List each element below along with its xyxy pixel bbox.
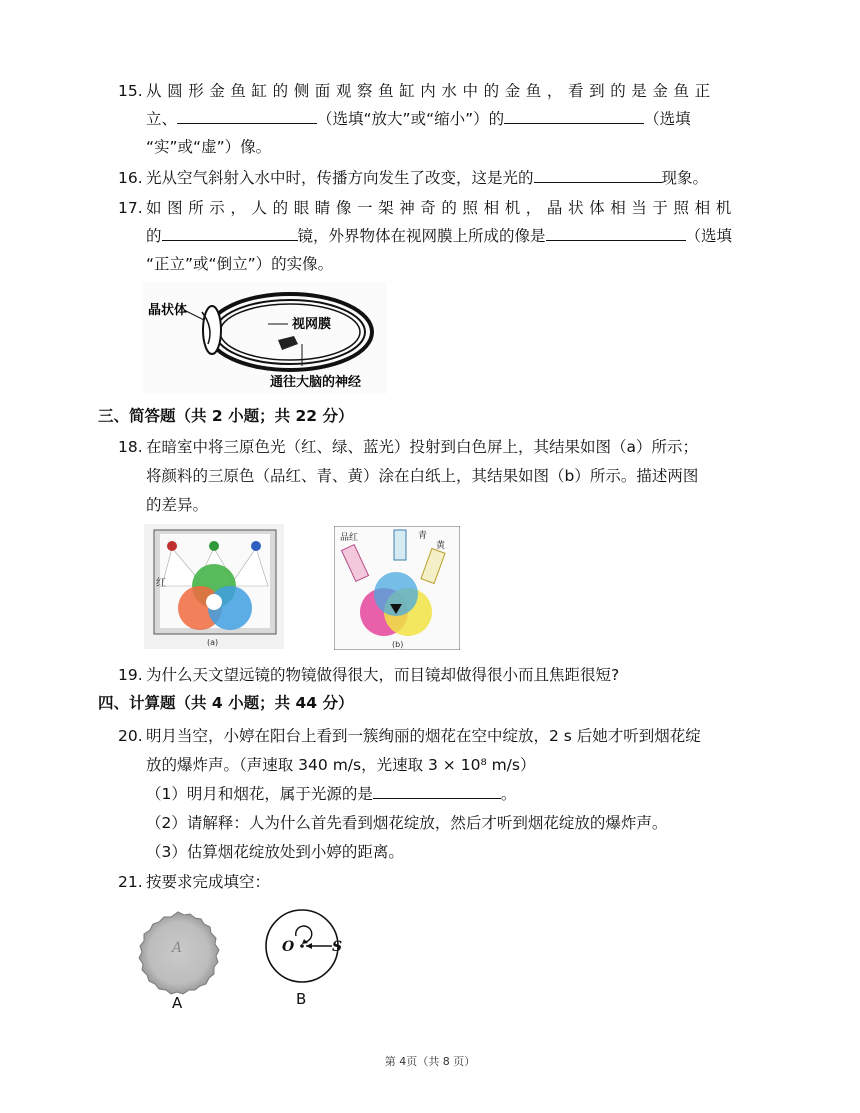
cyan-tube-icon bbox=[394, 530, 406, 560]
q17-line3: “正立”或“倒立”）的实像。 bbox=[146, 255, 334, 273]
q20-number: 20. bbox=[118, 727, 143, 745]
q15-line2-mid: （选填“放大”或“缩小”）的 bbox=[317, 110, 505, 128]
q20-line2: 放的爆炸声。（声速取 340 m/s，光速取 3 × 10⁸ m/s） bbox=[146, 756, 536, 774]
q18-line1: 在暗室中将三原色光（红、绿、蓝光）投射到白色屏上，其结果如图（a）所示； bbox=[146, 438, 699, 456]
q15-number: 15. bbox=[118, 82, 143, 100]
section3-heading: 三、简答题（共 2 小题；共 22 分） bbox=[98, 407, 354, 425]
q18-line2: 将颜料的三原色（品红、青、黄）涂在白纸上，其结果如图（b）所示。描述两图 bbox=[146, 467, 699, 485]
green-lamp-icon bbox=[209, 541, 219, 551]
blue-lamp-icon bbox=[251, 541, 261, 551]
q17-blank2[interactable] bbox=[546, 225, 686, 241]
q17-blank1[interactable] bbox=[162, 225, 298, 241]
q18-line3: 的差异。 bbox=[146, 496, 209, 514]
q16-number: 16. bbox=[118, 169, 143, 187]
q16-line bbox=[146, 167, 708, 189]
q15-blank2[interactable] bbox=[504, 108, 644, 124]
lens-shape bbox=[203, 306, 221, 354]
q19-number: 19. bbox=[118, 666, 143, 684]
fig-a-caption: (a) bbox=[207, 638, 219, 647]
figure-a-caption: A bbox=[172, 994, 183, 1012]
figure-a-inner-letter: A bbox=[172, 940, 183, 956]
q16-text: 光从空气斜射入水中时，传播方向发生了改变，这是光的 bbox=[146, 169, 534, 187]
figure-b-caption: B bbox=[296, 990, 307, 1008]
section4-heading: 四、计算题（共 4 小题；共 44 分） bbox=[98, 694, 354, 712]
figure-b-o-label: O bbox=[282, 939, 295, 955]
light-mixing-figure bbox=[144, 524, 284, 649]
q16-text-end: 现象。 bbox=[661, 169, 709, 187]
figure-a bbox=[132, 908, 222, 1012]
q20-sub1 bbox=[146, 783, 516, 805]
q17-number: 17. bbox=[118, 199, 143, 217]
lens-label: 晶状体 bbox=[148, 303, 188, 318]
q15-line1: 从圆形金鱼缸的侧面观察鱼缸内水中的金鱼，看到的是金鱼正 bbox=[146, 82, 716, 100]
q15-line2 bbox=[146, 108, 691, 130]
q17-line2 bbox=[146, 225, 732, 247]
rotation-arrow-icon bbox=[296, 926, 312, 942]
q17-line2-end: （选填 bbox=[685, 227, 733, 245]
figure-b bbox=[252, 906, 352, 1012]
red-lamp-icon bbox=[167, 541, 177, 551]
eye-diagram bbox=[142, 282, 387, 394]
q15-line3: “实”或“虚”）像。 bbox=[146, 138, 272, 156]
q17-line1: 如图所示，人的眼睛像一架神奇的照相机，晶状体相当于照相机 bbox=[146, 199, 737, 217]
q20-sub1-text: （1）明月和烟花，属于光源的是 bbox=[146, 785, 373, 803]
q15-blank1[interactable] bbox=[177, 108, 317, 124]
nerve-label: 通往大脑的神经 bbox=[270, 375, 362, 390]
q21-number: 21. bbox=[118, 873, 143, 891]
q20-blank[interactable] bbox=[373, 783, 501, 799]
q17-line2-mid: 镜，外界物体在视网膜上所成的像是 bbox=[297, 227, 546, 245]
fig-b-cyan-label: 青 bbox=[418, 531, 428, 541]
fig-a-red-label: 红 bbox=[156, 578, 166, 589]
q16-blank[interactable] bbox=[534, 167, 662, 183]
q19-text: 为什么天文望远镜的物镜做得很大，而目镜却做得很小而且焦距很短? bbox=[146, 666, 620, 684]
fig-b-yellow-label: 黄 bbox=[436, 541, 446, 551]
arrow-head-icon bbox=[306, 943, 312, 949]
retina-label: 视网膜 bbox=[292, 317, 332, 332]
q15-line2-end: （选填 bbox=[644, 110, 691, 128]
q20-sub1-end: 。 bbox=[500, 785, 517, 803]
q21-text: 按要求完成填空： bbox=[146, 873, 271, 891]
q18-number: 18. bbox=[118, 438, 143, 456]
page-footer: 第 4页（共 8 页） bbox=[384, 1055, 476, 1068]
q20-sub3: （3）估算烟花绽放处到小婷的距离。 bbox=[146, 843, 404, 861]
pigment-mixing-figure bbox=[334, 526, 460, 650]
fig-b-magenta-label: 品红 bbox=[340, 533, 359, 543]
figure-b-s-label: S bbox=[332, 939, 343, 955]
q15-line2-start: 立、 bbox=[146, 110, 178, 128]
fig-b-caption: (b) bbox=[392, 640, 404, 649]
q20-sub2: （2）请解释：人为什么首先看到烟花绽放，然后才听到烟花绽放的爆炸声。 bbox=[146, 814, 668, 832]
q17-line2-start: 的 bbox=[146, 227, 162, 245]
q20-line1: 明月当空，小婷在阳台上看到一簇绚丽的烟花在空中绽放，2 s 后她才听到烟花绽 bbox=[146, 727, 701, 745]
